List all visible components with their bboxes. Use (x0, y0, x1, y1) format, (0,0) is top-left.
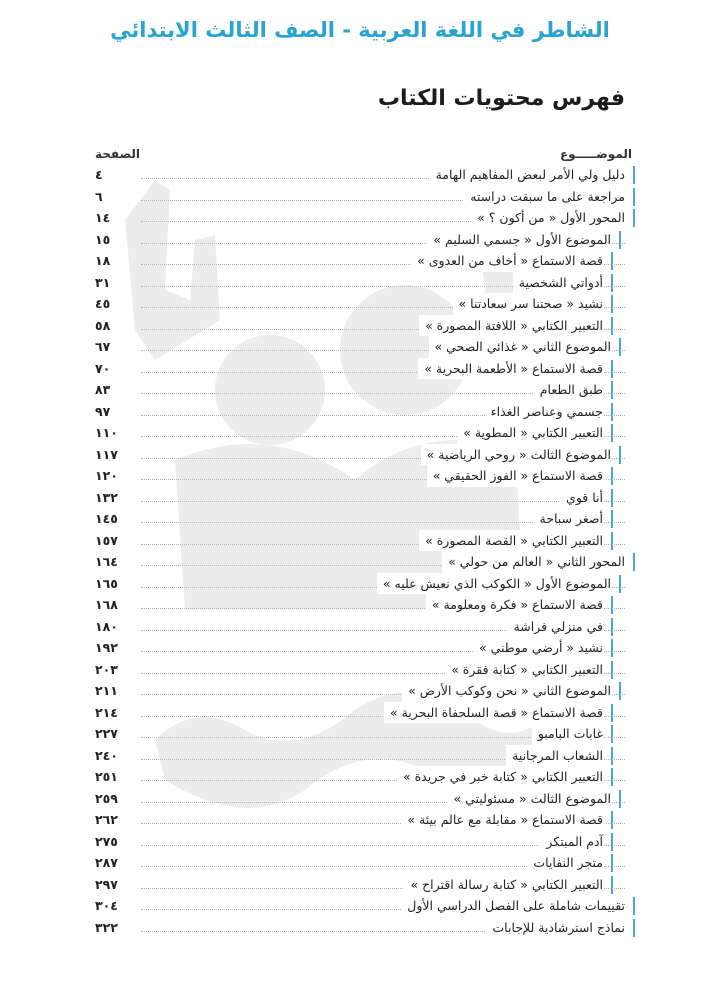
toc-entry-page: ٢٠٣ (95, 661, 118, 677)
toc-row (95, 229, 635, 251)
toc-entry-page: ٨٣ (95, 382, 111, 397)
section-bar (611, 704, 613, 722)
toc-entry-label: التعبير الكتابي « كتابة خبر في جريدة » (397, 766, 603, 788)
toc-entry-page: ٢٨٧ (95, 855, 118, 870)
toc-entry-page: ١١٠ (95, 425, 118, 440)
toc-row (95, 272, 635, 294)
toc-entry-label: أدواتي الشخصية (513, 272, 603, 294)
toc-entry-label: أنا قوي (560, 487, 603, 509)
toc-row (95, 874, 635, 896)
toc-row (95, 444, 635, 466)
toc-entry-label: جسمي وعناصر الغذاء (485, 401, 603, 423)
toc-entry-page: ١٨٠ (95, 618, 118, 634)
toc-entry-page: ٧٠ (95, 360, 111, 376)
section-bar (611, 618, 613, 636)
toc-entry-page: ١٨ (95, 253, 111, 268)
toc-entry-page: ١٥٧ (95, 532, 118, 548)
toc-row (95, 186, 635, 208)
toc-entry-label: الموضوع الثاني « نحن وكوكب الأرض » (402, 680, 611, 702)
section-bar (633, 919, 635, 937)
toc-row (95, 315, 635, 337)
column-header-page: الصفحة (95, 147, 141, 161)
toc-entry-label: نشيد « أرضي موطني » (473, 637, 603, 659)
toc-entry-page: ٣١ (95, 274, 111, 290)
toc-row (95, 207, 635, 229)
toc-row (95, 616, 635, 638)
section-bar (633, 209, 635, 227)
toc-row (95, 422, 635, 444)
toc-entry-label: نماذج استرشادية للإجابات (486, 917, 625, 939)
toc-row (95, 293, 635, 315)
toc-entry-page: ١١٧ (95, 446, 118, 462)
toc-entry-label: قصة الاستماع « الأطعمة البحرية » (418, 358, 603, 380)
toc-entry-page: ٢١٤ (95, 704, 118, 720)
toc-entry-page: ٢٥١ (95, 769, 118, 784)
toc-entry-label: قصة الاستماع « قصة السلحفاة البحرية » (384, 702, 603, 724)
toc-entry-label: الموضوع الثالث « روحي الرياضية » (421, 444, 611, 466)
section-bar (611, 639, 613, 657)
toc-row (95, 895, 635, 917)
toc-row (95, 917, 635, 939)
toc-entry-page: ٩٧ (95, 403, 111, 419)
section-bar (611, 467, 613, 485)
toc-entry-label: مراجعة على ما سبقت دراسته (464, 186, 625, 208)
toc-entry-label: المحور الثاني « العالم من حولي » (442, 551, 625, 573)
header-title: الشاطر في اللغة العربية - الصف الثالث الابتدائي (110, 18, 610, 42)
toc-row (95, 164, 635, 186)
toc-row (95, 358, 635, 380)
toc-entry-label: متجر النفايات (527, 852, 603, 874)
toc-entry-label: طبق الطعام (534, 379, 603, 401)
toc-entry-page: ٢٩٧ (95, 876, 118, 892)
section-bar (633, 553, 635, 571)
section-bar (633, 897, 635, 915)
section-bar (611, 489, 613, 507)
section-bar (611, 295, 613, 313)
section-bar (619, 338, 621, 356)
toc-entry-label: الشعاب المرجانية (506, 745, 603, 767)
toc-entry-label: التعبير الكتابي « القصة المصورة » (419, 530, 603, 552)
toc-entry-page: ٦٧ (95, 339, 111, 354)
toc-row (95, 831, 635, 853)
toc-row (95, 702, 635, 724)
toc-entry-page: ٢٤٠ (95, 747, 118, 763)
toc-row (95, 379, 635, 401)
toc-entry-page: ١٣٢ (95, 489, 118, 505)
toc-entry-page: ٢١١ (95, 683, 118, 698)
section-bar (619, 231, 621, 249)
toc-entry-page: ١٦٤ (95, 554, 118, 569)
section-bar (611, 510, 613, 528)
toc-entry-label: التعبير الكتابي « كتابة فقرة » (445, 659, 603, 681)
toc-row (95, 788, 635, 810)
toc-entry-label: قصة الاستماع « مقابلة مع عالم بيئة » (401, 809, 603, 831)
toc-entry-label: نشيد « صحتنا سر سعادتنا » (453, 293, 603, 315)
section-bar (611, 833, 613, 851)
toc-row (95, 723, 635, 745)
toc-entry-label: التعبير الكتابي « المطوية » (457, 422, 603, 444)
toc-entry-label: تقييمات شاملة على الفصل الدراسي الأول (401, 895, 625, 917)
section-bar (611, 725, 613, 743)
toc-row (95, 573, 635, 595)
section-bar (619, 575, 621, 593)
toc-entry-page: ٢٦٢ (95, 812, 118, 827)
toc-row (95, 401, 635, 423)
toc-entry-page: ٣٠٤ (95, 898, 118, 913)
toc-entry-label: التعبير الكتابي « كتابة رسالة اقتراح » (404, 874, 603, 896)
toc-row (95, 594, 635, 616)
toc-title: فهرس محتويات الكتاب (377, 86, 625, 111)
toc-entry-page: ١٥ (95, 231, 111, 247)
toc-entry-page: ٢٥٩ (95, 790, 118, 806)
toc-entry-label: آدم المبتكر (540, 831, 603, 853)
column-header-topic: الموضـــــوع (559, 147, 632, 161)
toc-row (95, 745, 635, 767)
section-bar (611, 424, 613, 442)
dot-leader (141, 501, 625, 502)
toc-entry-label: غابات البامبو (532, 723, 603, 745)
toc-entry-page: ٦ (95, 188, 103, 204)
toc-row (95, 336, 635, 358)
toc-entry-page: ١٤٥ (95, 511, 118, 526)
section-bar (611, 317, 613, 335)
toc-row (95, 637, 635, 659)
toc-entry-page: ١٤ (95, 210, 111, 225)
section-bar (611, 811, 613, 829)
section-bar (611, 747, 613, 765)
toc-entry-page: ٥٨ (95, 317, 111, 333)
toc-row (95, 766, 635, 788)
toc-entry-label: الموضوع الثالث « مسئوليتي » (448, 788, 611, 810)
toc-entry-page: ٤ (95, 167, 103, 182)
toc-entry-label: أصغر سباحة (534, 508, 603, 530)
section-bar (611, 768, 613, 786)
toc-entry-page: ١٦٨ (95, 597, 118, 612)
toc-entry-label: قصة الاستماع « أخاف من العدوى » (411, 250, 603, 272)
section-bar (611, 854, 613, 872)
toc-row (95, 551, 635, 573)
toc-entry-label: قصة الاستماع « فكرة ومعلومة » (426, 594, 603, 616)
toc-row (95, 465, 635, 487)
section-bar (611, 360, 613, 378)
section-bar (633, 166, 635, 184)
toc-entry-label: التعبير الكتابي « اللافتة المصورة » (419, 315, 603, 337)
section-bar (611, 876, 613, 894)
toc-entry-page: ١٦٥ (95, 575, 118, 591)
toc-row (95, 852, 635, 874)
toc-row (95, 250, 635, 272)
section-bar (611, 403, 613, 421)
toc-entry-page: ١٩٢ (95, 640, 118, 655)
toc-entry-label: الموضوع الثاني « غذائي الصحي » (429, 336, 612, 358)
section-bar (611, 532, 613, 550)
toc-row (95, 680, 635, 702)
toc-entry-label: قصة الاستماع « الفوز الحقيقي » (427, 465, 603, 487)
toc-entry-page: ٣٢٢ (95, 919, 118, 935)
toc-entry-label: في منزلي فراشة (508, 616, 603, 638)
toc-entry-label: دليل ولي الأمر لبعض المفاهيم الهامة (430, 164, 625, 186)
toc-entry-page: ٢٢٧ (95, 726, 118, 741)
section-bar (611, 661, 613, 679)
toc-entry-page: ١٢٠ (95, 468, 118, 483)
section-bar (619, 446, 621, 464)
toc-entry-label: الموضوع الأول « الكوكب الذي نعيش عليه » (377, 573, 611, 595)
toc-list (95, 164, 635, 938)
toc-row (95, 659, 635, 681)
toc-entry-label: المحور الأول « من أكون ؟ » (471, 207, 625, 229)
section-bar (611, 252, 613, 270)
toc-row (95, 530, 635, 552)
section-bar (611, 381, 613, 399)
section-bar (633, 188, 635, 206)
toc-row (95, 508, 635, 530)
toc-row (95, 487, 635, 509)
section-bar (611, 596, 613, 614)
section-bar (619, 682, 621, 700)
toc-entry-label: الموضوع الأول « جسمي السليم » (427, 229, 611, 251)
section-bar (619, 790, 621, 808)
section-bar (611, 274, 613, 292)
toc-entry-page: ٢٧٥ (95, 833, 118, 849)
toc-row (95, 809, 635, 831)
toc-entry-page: ٤٥ (95, 296, 111, 311)
